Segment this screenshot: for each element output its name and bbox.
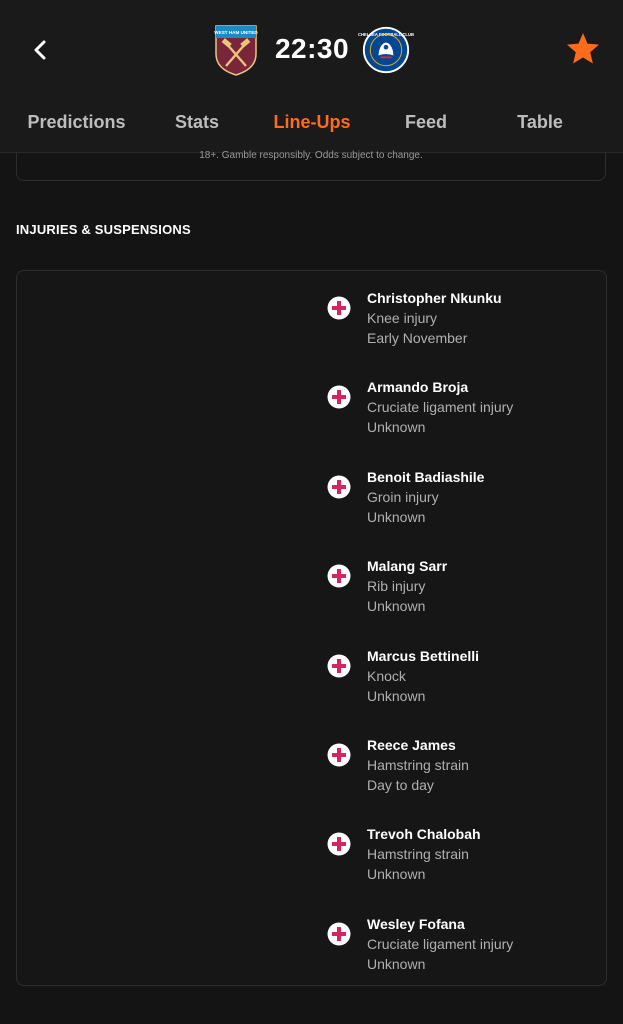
injuries-section-title: INJURIES & SUSPENSIONS: [16, 222, 191, 237]
match-header: [0, 0, 623, 152]
injury-list-item: [327, 735, 587, 805]
tab-feed[interactable]: Feed: [404, 112, 447, 132]
match-tabs: [0, 100, 623, 144]
injury-type: Cruciate ligament injury: [367, 935, 514, 952]
injury-text: [367, 556, 447, 616]
injury-list-item: [327, 824, 587, 894]
injury-cross-icon: [327, 475, 351, 499]
injury-text: [367, 646, 479, 706]
player-name: Wesley Fofana: [367, 915, 465, 932]
player-name: Reece James: [367, 737, 456, 753]
chevron-left-icon: [31, 39, 49, 61]
injury-list-item: [327, 288, 587, 358]
favorite-button[interactable]: [564, 30, 602, 68]
expected-return: Unknown: [367, 687, 426, 704]
injury-list-item: [327, 377, 587, 447]
injury-cross-icon: [327, 922, 351, 946]
injury-cross-icon: [327, 296, 351, 320]
expected-return: Early November: [367, 330, 468, 346]
injury-cross-icon: [327, 743, 351, 767]
injury-list-item: [327, 467, 587, 537]
injury-text: [367, 824, 481, 884]
injury-type: Hamstring strain: [367, 846, 469, 863]
match-time: 22:30: [274, 33, 350, 64]
expected-return: Unknown: [367, 598, 426, 615]
injury-list-item: [327, 914, 587, 984]
chelsea-crest-text: CHELSEA FOOTBALL CLUB: [358, 32, 414, 38]
tab-line-ups[interactable]: Line-Ups: [273, 112, 351, 132]
expected-return: Unknown: [367, 508, 426, 525]
injury-type: Rib injury: [367, 578, 426, 595]
player-name: Marcus Bettinelli: [367, 647, 480, 664]
injury-text: [367, 467, 484, 527]
chelsea-crest-icon[interactable]: [358, 24, 414, 76]
tab-predictions[interactable]: Predictions: [27, 112, 126, 132]
star-icon: [564, 30, 602, 68]
west-ham-crest-icon[interactable]: [212, 24, 260, 76]
injury-cross-icon: [327, 385, 351, 409]
player-name: Christopher Nkunku: [367, 290, 502, 306]
injury-type: Knock: [367, 667, 406, 684]
injuries-card: [16, 270, 607, 986]
tab-stats[interactable]: Stats: [174, 112, 219, 132]
injury-cross-icon: [327, 832, 351, 856]
injury-cross-icon: [327, 564, 351, 588]
odds-disclaimer: 18+. Gamble responsibly. Odds subject to change.: [199, 150, 423, 161]
expected-return: Unknown: [367, 419, 426, 436]
expected-return: Unknown: [367, 955, 426, 972]
injury-type: Cruciate ligament injury: [367, 399, 514, 416]
injury-text: [367, 377, 513, 437]
expected-return: Day to day: [367, 777, 434, 793]
player-name: Trevoh Chalobah: [367, 826, 481, 843]
player-name: Malang Sarr: [367, 558, 448, 575]
tab-table[interactable]: Table: [517, 112, 563, 132]
injury-cross-icon: [327, 654, 351, 678]
injury-type: Hamstring strain: [367, 757, 469, 773]
back-button[interactable]: [24, 32, 56, 68]
injury-list-item: [327, 556, 587, 626]
expected-return: Unknown: [367, 866, 426, 883]
west-ham-crest-text: WEST HAM UNITED: [214, 30, 258, 35]
injury-list-item: [327, 646, 587, 716]
player-name: Benoit Badiashile: [367, 468, 485, 485]
injury-type: Knee injury: [367, 310, 438, 326]
player-name: Armando Broja: [367, 379, 469, 396]
injury-type: Groin injury: [367, 488, 439, 505]
injury-text: [367, 288, 502, 348]
injury-text: [367, 914, 513, 974]
injury-text: [367, 735, 469, 795]
